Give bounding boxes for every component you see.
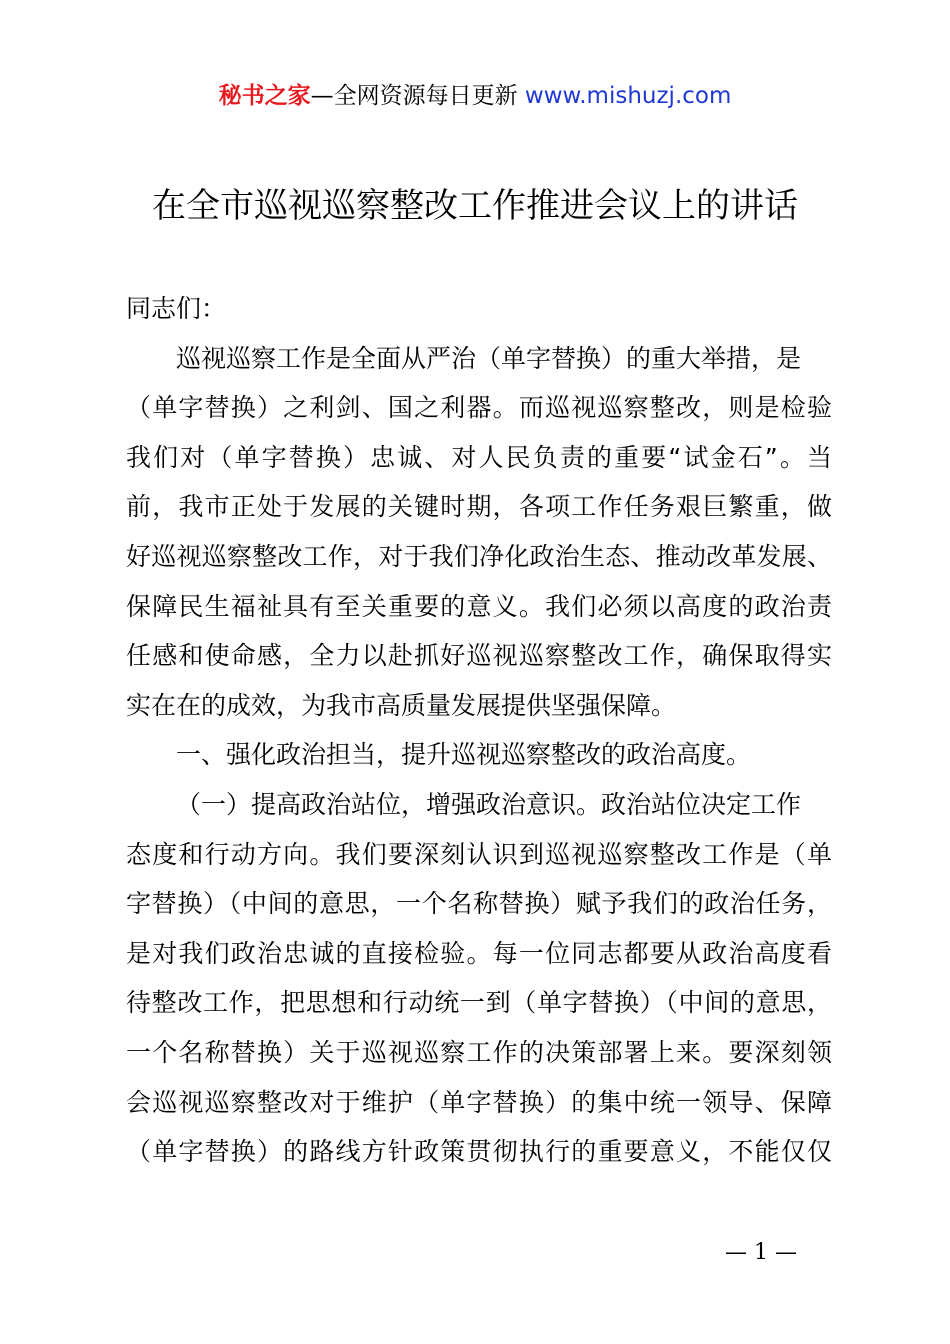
- paragraph-line: 任感和使命感，全力以赴抓好巡视巡察整改工作，确保取得实: [126, 641, 832, 671]
- paragraph-line: 会巡视巡察整改对于维护（单字替换）的集中统一领导、保障: [126, 1087, 832, 1117]
- paragraph-line: 一个名称替换）关于巡视巡察工作的决策部署上来。要深刻领: [126, 1037, 832, 1067]
- site-header: [0, 80, 950, 112]
- paragraph-line: 巡视巡察工作是全面从严治（单字替换）的重大举措，是: [176, 343, 802, 373]
- paragraph-line: （一）提高政治站位，增强政治意识。政治站位决定工作: [176, 789, 802, 819]
- paragraph-line: 态度和行动方向。我们要深刻认识到巡视巡察整改工作是（单: [126, 839, 832, 869]
- header-tagline: —全网资源每日更新: [310, 83, 525, 109]
- document-body: [126, 284, 832, 1177]
- paragraph-line: （单字替换）的路线方针政策贯彻执行的重要意义，不能仅仅: [126, 1137, 832, 1167]
- site-url[interactable]: www.mishuzj.com: [524, 83, 732, 109]
- paragraph-line: 是对我们政治忠诚的直接检验。每一位同志都要从政治高度看: [126, 938, 832, 968]
- salutation: 同志们：: [126, 294, 227, 323]
- section-heading: 一、强化政治担当，提升巡视巡察整改的政治高度。: [176, 740, 752, 770]
- paragraph-line: （单字替换）之利剑、国之利器。而巡视巡察整改，则是检验: [126, 393, 832, 423]
- paragraph-line: 字替换）（中间的意思，一个名称替换）赋予我们的政治任务，: [126, 889, 832, 919]
- paragraph-line: 待整改工作，把思想和行动统一到（单字替换）（中间的意思，: [126, 988, 832, 1018]
- document-title: 在全市巡视巡察整改工作推进会议上的讲话: [152, 186, 798, 226]
- paragraph-line: 我们对（单字替换）忠诚、对人民负责的重要“试金石”。当: [126, 442, 832, 472]
- paragraph-line: 保障民生福祉具有至关重要的意义。我们必须以高度的政治责: [126, 591, 832, 621]
- page-number: — 1 —: [725, 1240, 797, 1265]
- paragraph-line: 好巡视巡察整改工作，对于我们净化政治生态、推动改革发展、: [126, 541, 832, 571]
- brand-name: 秘书之家: [218, 83, 311, 109]
- paragraph-line: 前，我市正处于发展的关键时期，各项工作任务艰巨繁重，做: [126, 492, 832, 522]
- paragraph-line: 实在在的成效，为我市高质量发展提供坚强保障。: [126, 690, 677, 720]
